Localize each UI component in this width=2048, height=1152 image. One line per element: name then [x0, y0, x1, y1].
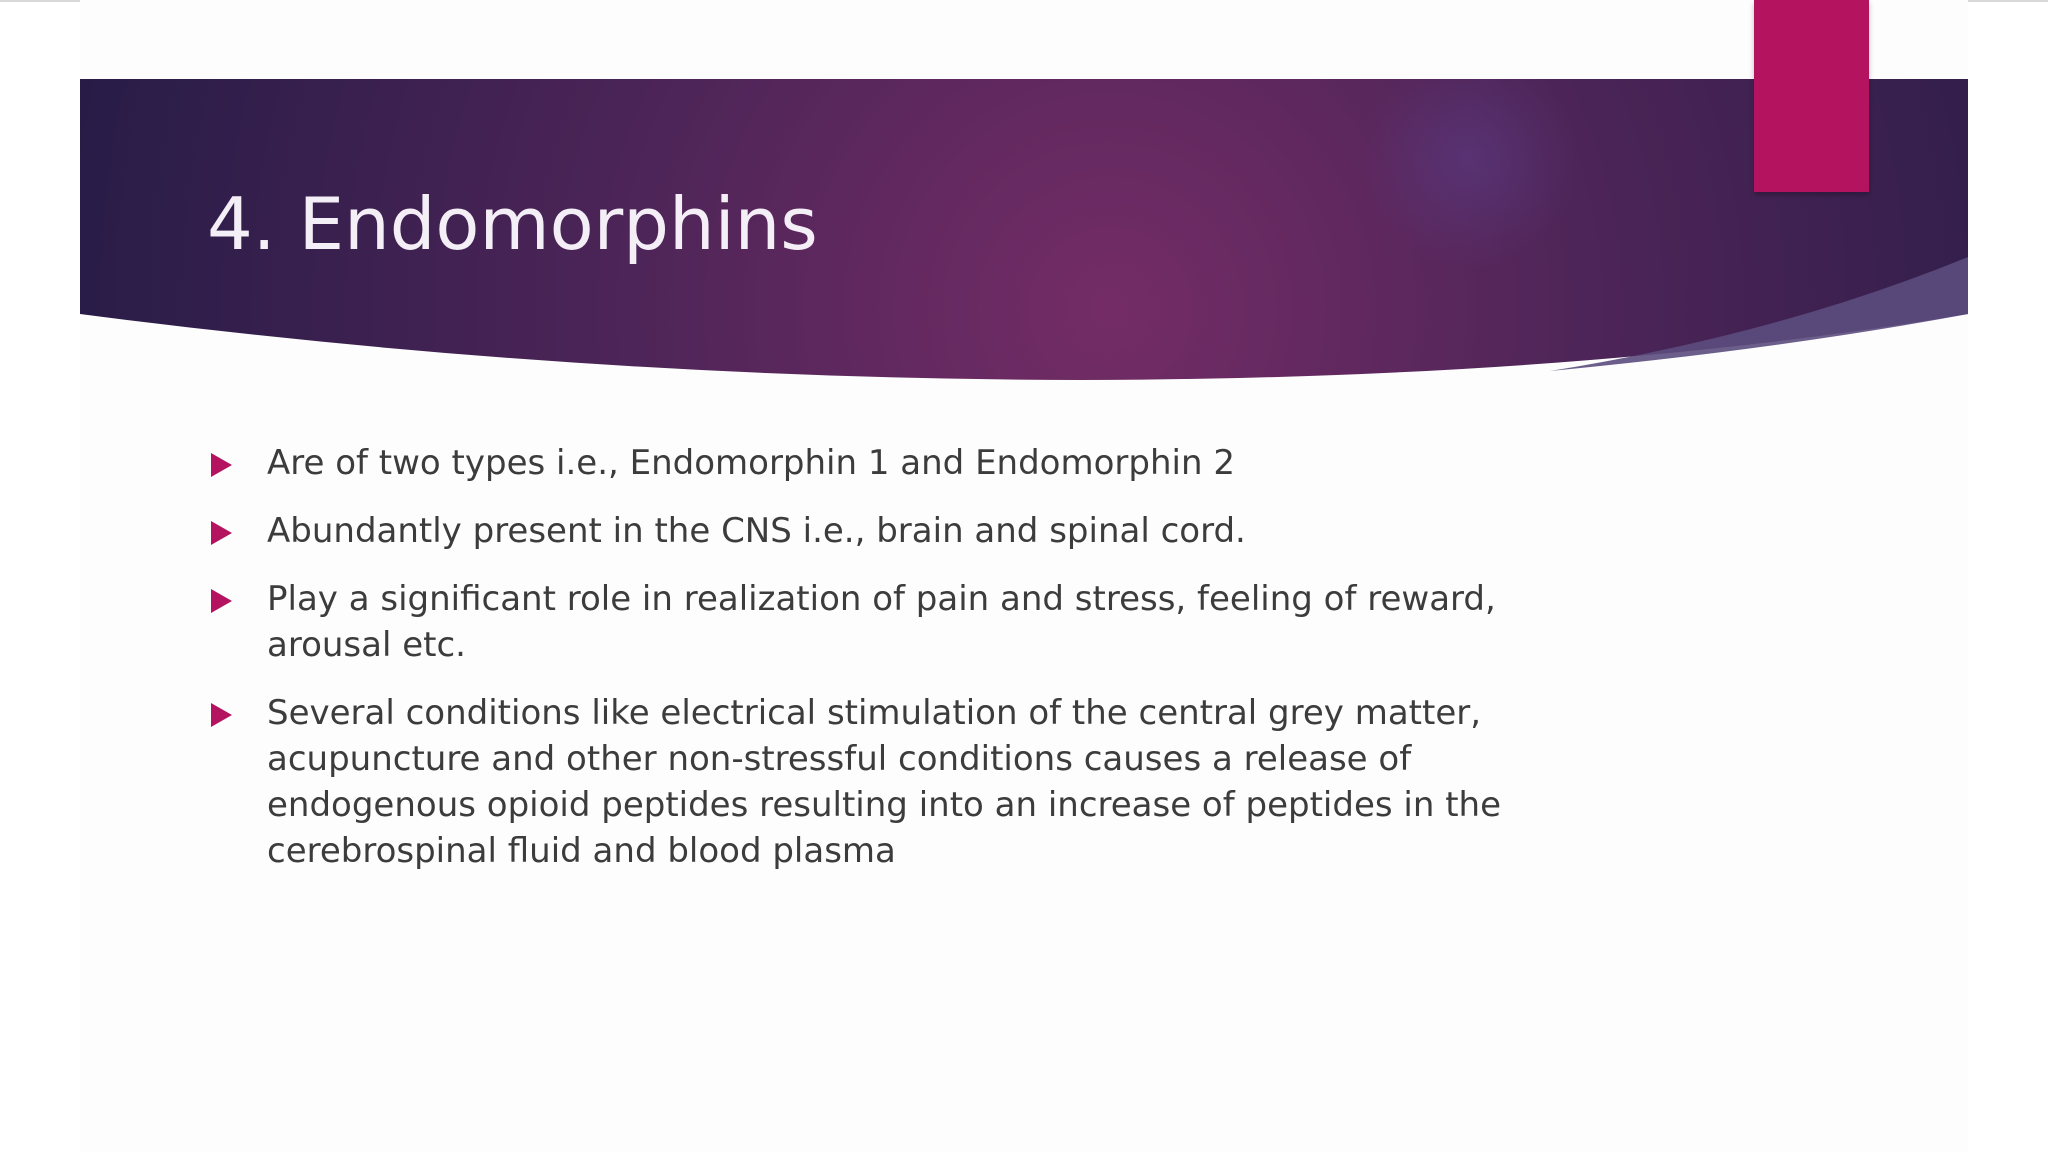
bullet-item [207, 690, 1627, 874]
bullet-text: Play a significant role in realization of pain and stress, feeling of reward, arousal etc. [267, 579, 1496, 665]
bullet-item [207, 576, 1627, 668]
slide-title: 4. Endomorphins [207, 182, 818, 266]
bullet-item [207, 508, 1627, 554]
bullet-text: Abundantly present in the CNS i.e., brain and spinal cord. [267, 511, 1246, 551]
triangle-right-icon [211, 521, 232, 545]
accent-tab [1754, 0, 1869, 192]
bullet-list [207, 440, 1627, 896]
triangle-right-icon [211, 453, 232, 477]
triangle-right-icon [211, 703, 232, 727]
bullet-item [207, 440, 1627, 486]
triangle-right-icon [211, 589, 232, 613]
bullet-text: Several conditions like electrical stimulation of the central grey matter, acupuncture and other non-stressful conditions causes a release of endogenous opioid peptides resulting into an increase of peptides in the cerebrospinal fluid and blood plasma [267, 693, 1501, 871]
bullet-text: Are of two types i.e., Endomorphin 1 and Endomorphin 2 [267, 443, 1235, 483]
